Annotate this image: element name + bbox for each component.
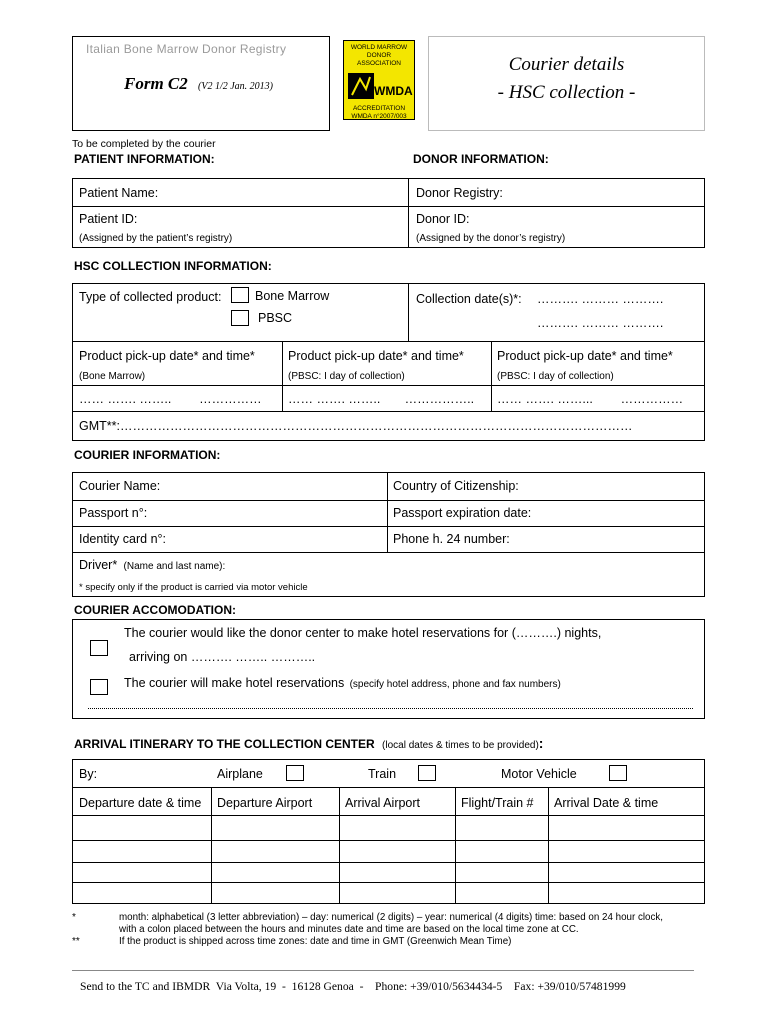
train-label: Train <box>368 767 397 781</box>
collection-date-dots-2[interactable]: ………. ……… ………. <box>537 316 664 330</box>
train-checkbox[interactable] <box>418 765 436 781</box>
hsc-heading: HSC COLLECTION INFORMATION: <box>74 259 272 273</box>
registry-name: Italian Bone Marrow Donor Registry <box>86 42 287 56</box>
citizenship-label: Country of Citizenship: <box>393 479 519 493</box>
gmt-field[interactable]: GMT**:…………………………………………………………………………………………………………… <box>79 419 633 433</box>
airplane-label: Airplane <box>217 767 263 781</box>
driver-footnote: * specify only if the product is carried via motor vehicle <box>79 582 308 593</box>
hotel-details-line[interactable] <box>88 708 693 709</box>
collection-date-label: Collection date(s)*: <box>416 292 522 306</box>
passport-expiration-label: Passport expiration date: <box>393 506 532 520</box>
form-version: (V2 1/2 Jan. 2013) <box>198 81 274 92</box>
motor-vehicle-checkbox[interactable] <box>609 765 627 781</box>
accommodation-option2-note: (specify hotel address, phone and fax numbers) <box>349 679 561 690</box>
column-departure-date: Departure date & time <box>79 796 202 810</box>
pbsc-label: PBSC <box>258 311 293 325</box>
accreditation-line2: WMDA n°2007/003 <box>351 113 407 120</box>
courier-heading: COURIER INFORMATION: <box>74 448 221 462</box>
airplane-checkbox[interactable] <box>286 765 304 781</box>
bone-marrow-checkbox[interactable] <box>231 287 249 303</box>
patient-heading: PATIENT INFORMATION: <box>74 152 215 166</box>
identity-card-label: Identity card n°: <box>79 532 166 546</box>
accreditation-line1: ACCREDITATION <box>352 105 406 112</box>
patient-name-label: Patient Name: <box>79 186 159 200</box>
wmda-logo-box <box>343 40 415 120</box>
bone-marrow-label: Bone Marrow <box>255 289 330 303</box>
footnote-2: If the product is shipped across time zones: date and time in GMT (Greenwich Mean Time) <box>119 936 512 947</box>
pickup-label-pbsc-1: Product pick-up date* and time* <box>288 349 464 363</box>
wmda-line3: ASSOCIATION <box>357 60 401 67</box>
phone-label: Phone h. 24 number: <box>393 532 510 546</box>
footnote-1-line2: with a colon placed between the hours and minutes date and time are based on the local time zone at CC. <box>119 924 579 935</box>
driver-field <box>79 558 225 572</box>
donor-id-label: Donor ID: <box>416 212 470 226</box>
by-label: By: <box>79 767 98 781</box>
intro-text: To be completed by the courier <box>72 138 216 150</box>
donor-heading: DONOR INFORMATION: <box>413 152 549 166</box>
courier-table <box>72 472 705 597</box>
column-arrival-date: Arrival Date & time <box>554 796 659 810</box>
pickup-label-pbsc-2: Product pick-up date* and time* <box>497 349 673 363</box>
wmda-logo-icon <box>344 69 414 105</box>
footer-contact: Send to the TC and IBMDR Via Volta, 19 - 16128 Genoa - Phone: +39/010/5634434-5 Fax: +39/010/57481999 <box>80 980 626 993</box>
accommodation-option1-line2: arriving on ………. …….. ……….. <box>129 650 316 664</box>
wmda-line2: DONOR <box>366 52 392 59</box>
page-title-line1: Courier details <box>508 54 625 75</box>
pickup-dots-pbsc-1[interactable]: …… ……. …….. …………….. <box>288 392 475 406</box>
pickup-label-bm: Product pick-up date* and time* <box>79 349 255 363</box>
itinerary-heading-text: ARRIVAL ITINERARY TO THE COLLECTION CENTER <box>74 737 375 751</box>
footnote-mark-1: * <box>72 912 76 923</box>
column-arrival-airport: Arrival Airport <box>345 796 421 810</box>
accommodation-option1-line1: The courier would like the donor center to make hotel reservations for (……….) nights, <box>124 626 602 640</box>
page-title-line2: - HSC collection - <box>497 82 636 103</box>
accommodation-heading: COURIER ACCOMODATION: <box>74 603 236 617</box>
pickup-note-pbsc-1: (PBSC: I day of collection) <box>288 371 405 382</box>
patient-id-note: (Assigned by the patient’s registry) <box>79 233 233 244</box>
product-type-label: Type of collected product: <box>79 290 222 304</box>
driver-note: (Name and last name): <box>123 561 226 572</box>
patient-id-label: Patient ID: <box>79 212 138 226</box>
accommodation-option2 <box>124 676 561 690</box>
column-flight-train: Flight/Train # <box>461 796 534 810</box>
footnote-mark-2: ** <box>72 936 80 947</box>
passport-label: Passport n°: <box>79 506 148 520</box>
pickup-note-pbsc-2: (PBSC: I day of collection) <box>497 371 614 382</box>
courier-name-label: Courier Name: <box>79 479 161 493</box>
wmda-logo-text: WMDA <box>374 84 413 98</box>
pickup-note-bm: (Bone Marrow) <box>79 371 146 382</box>
pickup-dots-pbsc-2[interactable]: …… ……. ……... …………… <box>497 392 684 406</box>
pbsc-checkbox[interactable] <box>231 310 249 326</box>
form-title <box>124 74 273 94</box>
itinerary-heading-note: (local dates & times to be provided) <box>382 740 539 751</box>
collection-date-dots-1[interactable]: ………. ……… ………. <box>537 292 664 306</box>
footnote-1-line1: month: alphabetical (3 letter abbreviation) – day: numerical (2 digits) – year: numerical (4 digits) time: based on 24 hour clock, <box>119 912 663 923</box>
donor-id-note: (Assigned by the donor’s registry) <box>416 233 566 244</box>
accommodation-option2-text: The courier will make hotel reservations <box>124 676 345 690</box>
motor-vehicle-label: Motor Vehicle <box>501 767 577 781</box>
donor-registry-label: Donor Registry: <box>416 186 503 200</box>
column-departure-airport: Departure Airport <box>217 796 313 810</box>
footer-divider <box>72 970 694 971</box>
hotel-reservation-by-courier-checkbox[interactable] <box>90 679 108 695</box>
wmda-line1: WORLD MARROW <box>350 44 408 51</box>
pickup-dots-bm[interactable]: …… ……. …….. …………… <box>79 392 262 406</box>
hotel-reservation-by-center-checkbox[interactable] <box>90 640 108 656</box>
form-title-text: Form C2 <box>124 74 188 93</box>
driver-label: Driver* <box>79 558 118 572</box>
itinerary-heading <box>74 735 543 751</box>
itinerary-heading-colon: : <box>538 735 544 751</box>
